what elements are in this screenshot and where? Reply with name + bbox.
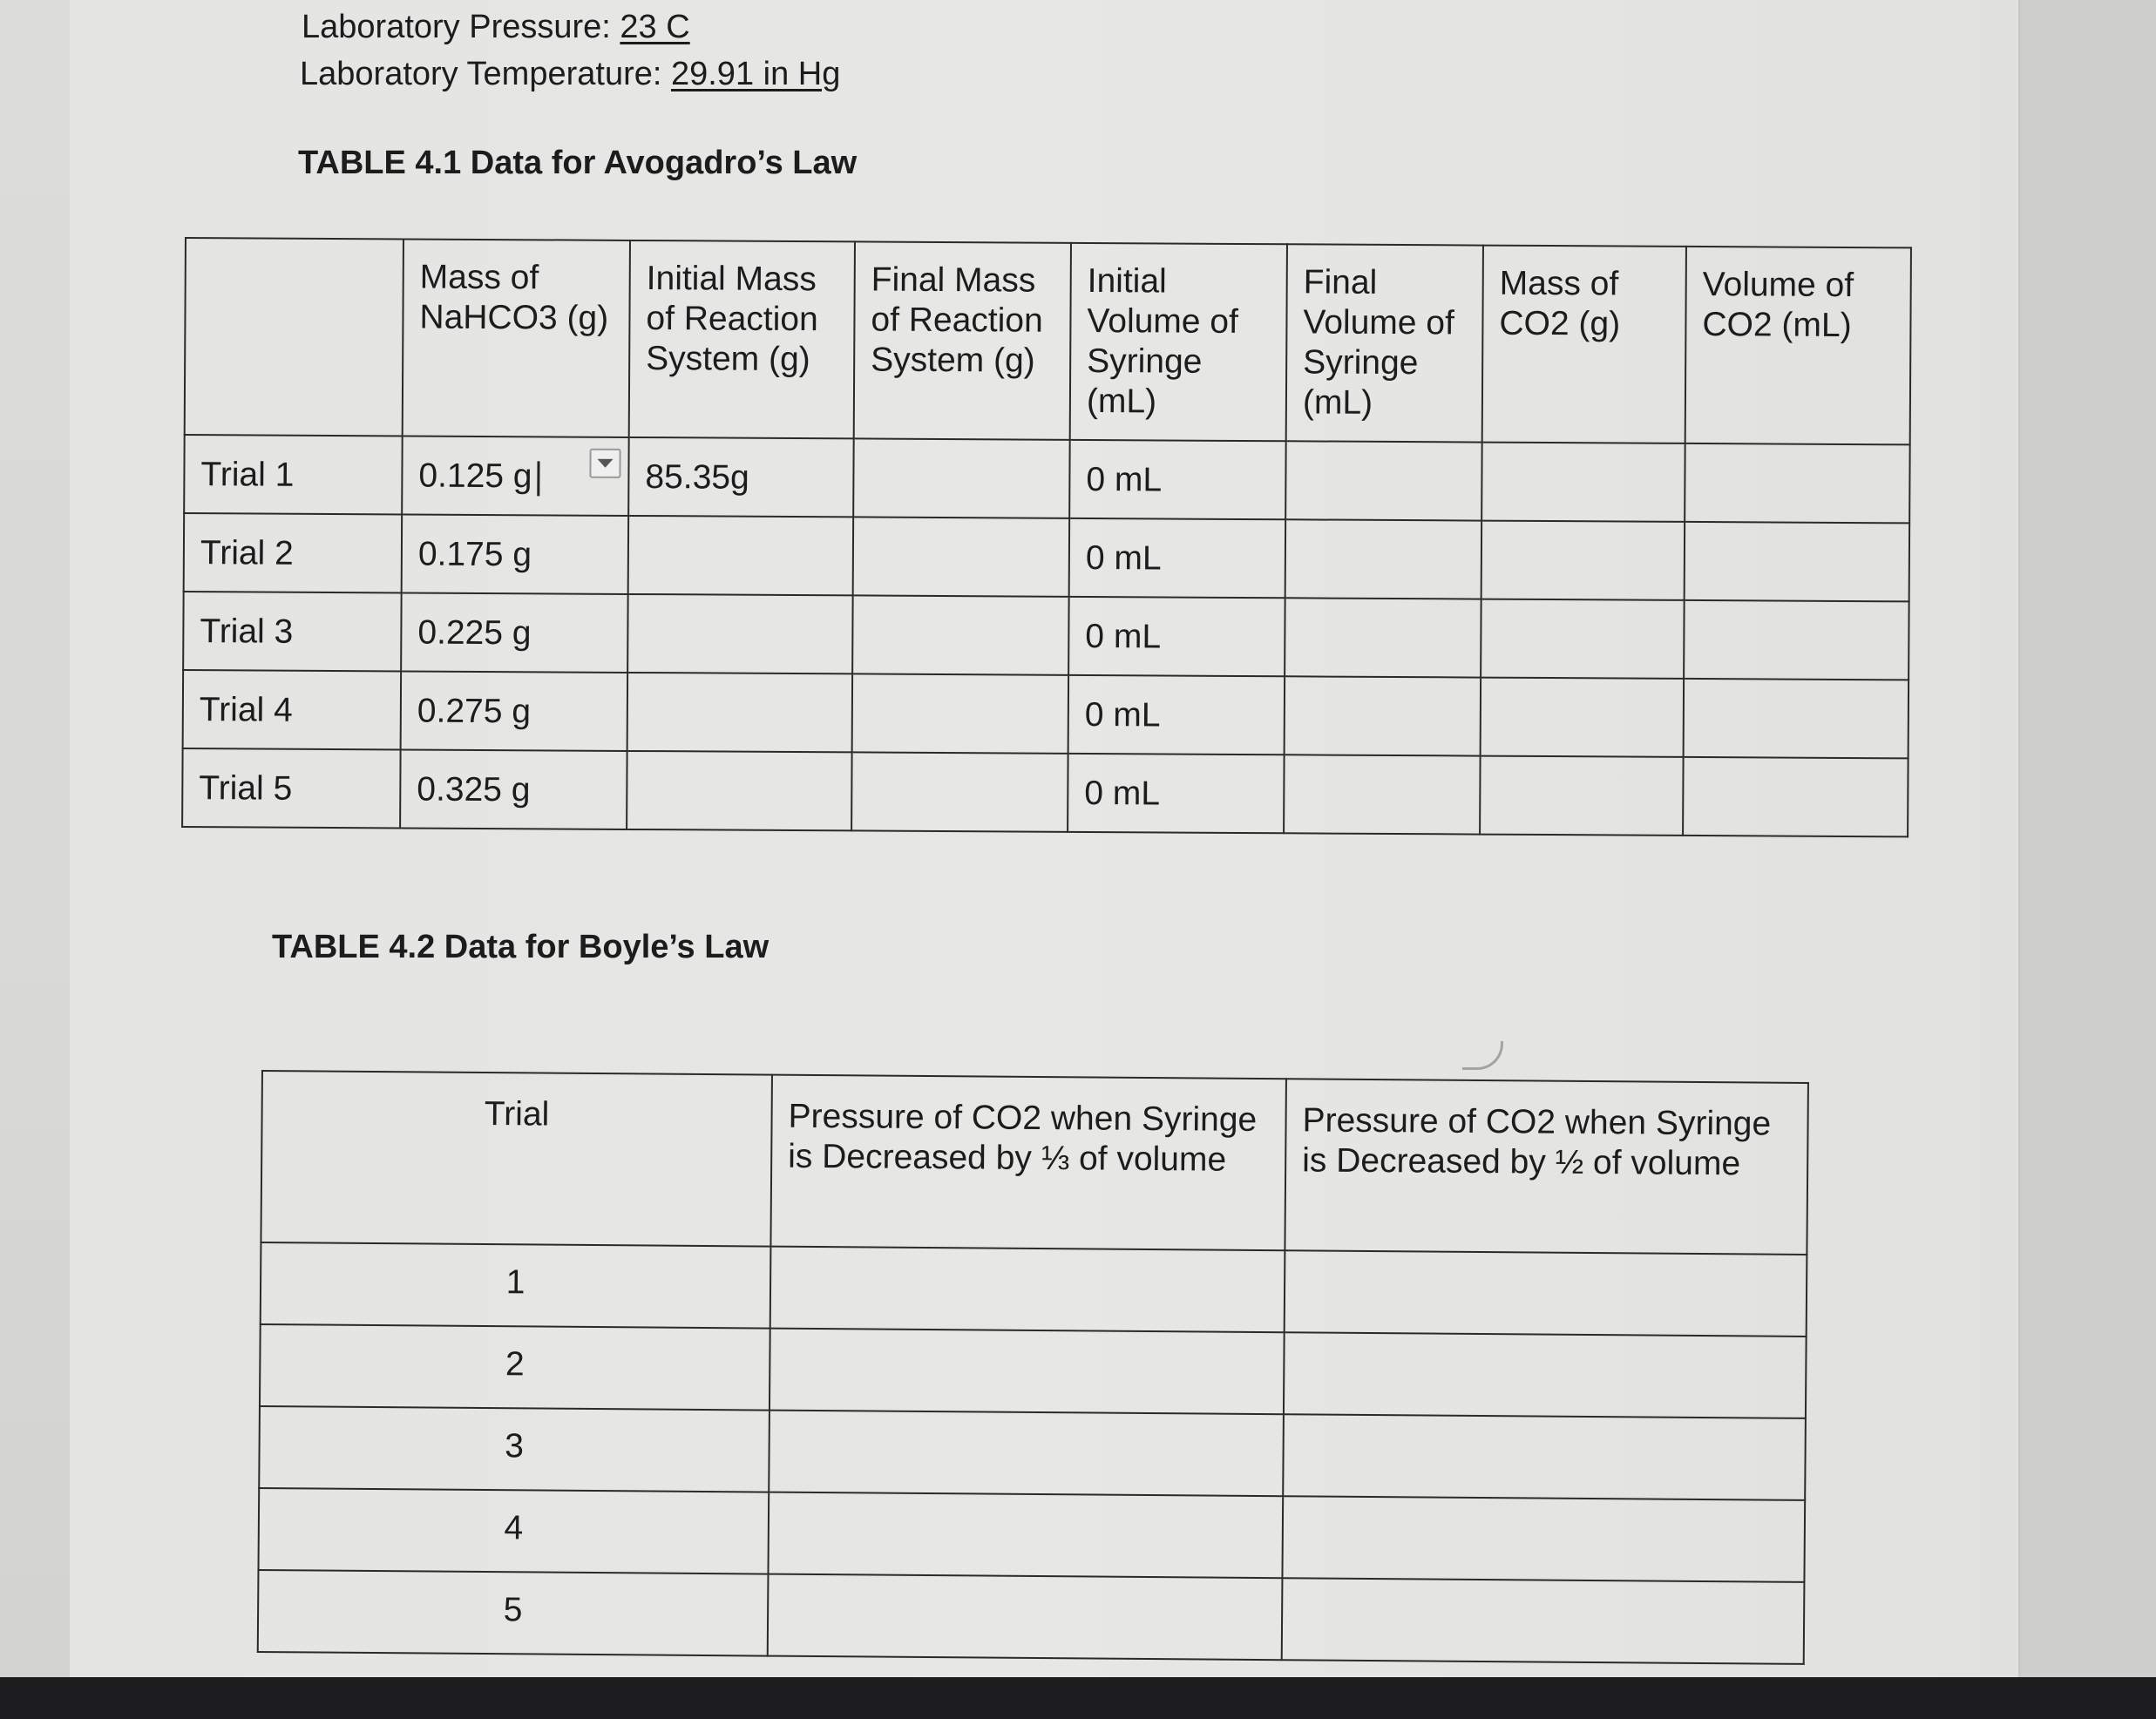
final-mass-cell[interactable]	[852, 673, 1069, 753]
volume-co2-cell[interactable]	[1685, 522, 1910, 601]
lab-pressure-line	[302, 7, 690, 47]
mass-nahco3-cell[interactable]: 0.325 g	[400, 749, 627, 829]
pressure-half-cell[interactable]	[1282, 1578, 1805, 1664]
header-volume-co2: Volume of CO2 (mL)	[1685, 247, 1911, 444]
initial-volume-cell[interactable]: 0 mL	[1069, 518, 1286, 598]
mass-nahco3-cell[interactable]	[402, 436, 629, 515]
avogadro-table	[181, 237, 1912, 837]
table-row	[182, 748, 1908, 836]
lab-temperature-label: Laboratory Temperature:	[300, 56, 662, 92]
initial-mass-cell[interactable]	[628, 516, 854, 595]
header-pressure-third: Pressure of CO2 when Syringe is Decreased by ⅓ of volume	[770, 1075, 1286, 1251]
header-mass-nahco3: Mass of NaHCO3 (g)	[403, 239, 630, 437]
pressure-half-cell[interactable]	[1282, 1496, 1805, 1582]
mass-co2-cell[interactable]	[1481, 599, 1685, 679]
header-final-volume: Final Volume of Syringe (mL)	[1286, 244, 1483, 442]
table-row	[259, 1406, 1806, 1500]
header-mass-co2: Mass of CO2 (g)	[1482, 246, 1686, 443]
boyle-table	[257, 1070, 1809, 1665]
header-initial-mass: Initial Mass of Reaction System (g)	[629, 240, 855, 438]
lab-pressure-value[interactable]: 23 C	[620, 9, 690, 45]
header-trial: Trial	[261, 1071, 772, 1247]
final-volume-cell[interactable]	[1284, 755, 1481, 834]
final-volume-cell[interactable]	[1285, 519, 1482, 599]
mass-nahco3-cell[interactable]: 0.275 g	[401, 671, 628, 750]
pressure-half-cell[interactable]	[1285, 1250, 1807, 1337]
initial-volume-cell[interactable]: 0 mL	[1068, 675, 1285, 755]
table-row	[258, 1488, 1805, 1582]
window-margin	[2021, 0, 2156, 1677]
final-volume-cell[interactable]	[1285, 676, 1481, 755]
trial-number: 1	[261, 1242, 771, 1329]
mass-co2-cell[interactable]	[1481, 678, 1685, 757]
lab-temperature-line	[300, 54, 840, 94]
pressure-third-cell[interactable]	[768, 1574, 1283, 1661]
lab-pressure-label: Laboratory Pressure:	[302, 9, 611, 45]
lab-temperature-value[interactable]: 29.91 in Hg	[670, 56, 841, 92]
table-row	[260, 1324, 1807, 1418]
initial-mass-cell[interactable]: 85.35g	[628, 437, 854, 517]
header-initial-volume: Initial Volume of Syringe (mL)	[1070, 243, 1287, 441]
table-row	[184, 513, 1909, 601]
final-mass-cell[interactable]	[851, 752, 1068, 831]
initial-volume-cell[interactable]: 0 mL	[1069, 440, 1286, 519]
avogadro-table-title: TABLE 4.1 Data for Avogadro’s Law	[298, 145, 858, 181]
pressure-third-cell[interactable]	[770, 1329, 1285, 1415]
trial-label: Trial 5	[182, 748, 401, 828]
pressure-half-cell[interactable]	[1284, 1332, 1807, 1418]
trial-number: 4	[258, 1488, 769, 1574]
pressure-half-cell[interactable]	[1283, 1414, 1806, 1500]
text-cursor	[537, 461, 539, 496]
header-final-mass: Final Mass of Reaction System (g)	[854, 241, 1071, 439]
initial-volume-cell[interactable]: 0 mL	[1068, 754, 1285, 833]
trial-number: 5	[258, 1570, 769, 1656]
monitor-bezel	[0, 1677, 2156, 1719]
pressure-third-cell[interactable]	[770, 1247, 1285, 1333]
final-mass-cell[interactable]	[853, 517, 1070, 596]
volume-co2-cell[interactable]	[1685, 443, 1910, 523]
smart-chip-dropdown-icon[interactable]	[589, 449, 620, 478]
mass-co2-cell[interactable]	[1481, 443, 1685, 522]
initial-volume-cell[interactable]: 0 mL	[1068, 597, 1285, 676]
table-row	[261, 1242, 1807, 1337]
volume-co2-cell[interactable]	[1684, 679, 1909, 758]
table-row	[184, 435, 1909, 523]
table-row	[258, 1570, 1805, 1664]
final-volume-cell[interactable]	[1285, 598, 1481, 677]
mass-nahco3-cell[interactable]: 0.225 g	[401, 592, 628, 672]
mass-co2-cell[interactable]	[1480, 756, 1684, 836]
trial-label: Trial 4	[183, 670, 402, 749]
trial-label: Trial 1	[184, 435, 403, 514]
pressure-third-cell[interactable]	[768, 1492, 1283, 1579]
table-row	[183, 592, 1909, 680]
mass-nahco3-cell[interactable]: 0.175 g	[402, 514, 629, 593]
final-mass-cell[interactable]	[852, 595, 1069, 674]
boyle-table-title: TABLE 4.2 Data for Boyle’s Law	[272, 929, 770, 965]
mass-nahco3-value: 0.125 g	[418, 457, 532, 496]
initial-mass-cell[interactable]	[627, 751, 852, 830]
pressure-third-cell[interactable]	[769, 1411, 1284, 1497]
initial-mass-cell[interactable]	[627, 673, 853, 752]
trial-label: Trial 3	[183, 592, 402, 671]
avogadro-header-blank	[185, 238, 403, 436]
trial-number: 3	[259, 1406, 770, 1492]
trial-label: Trial 2	[184, 513, 403, 592]
volume-co2-cell[interactable]	[1683, 757, 1909, 836]
volume-co2-cell[interactable]	[1684, 600, 1909, 680]
boyle-header-row	[261, 1071, 1807, 1255]
mass-co2-cell[interactable]	[1481, 521, 1685, 600]
table-row	[183, 670, 1909, 758]
avogadro-header-row	[185, 238, 1911, 444]
trial-number: 2	[260, 1324, 770, 1411]
final-volume-cell[interactable]	[1285, 441, 1482, 520]
final-mass-cell[interactable]	[853, 438, 1070, 518]
initial-mass-cell[interactable]	[627, 594, 853, 673]
header-pressure-half: Pressure of CO2 when Syringe is Decreased by ½ of volume	[1285, 1079, 1808, 1255]
